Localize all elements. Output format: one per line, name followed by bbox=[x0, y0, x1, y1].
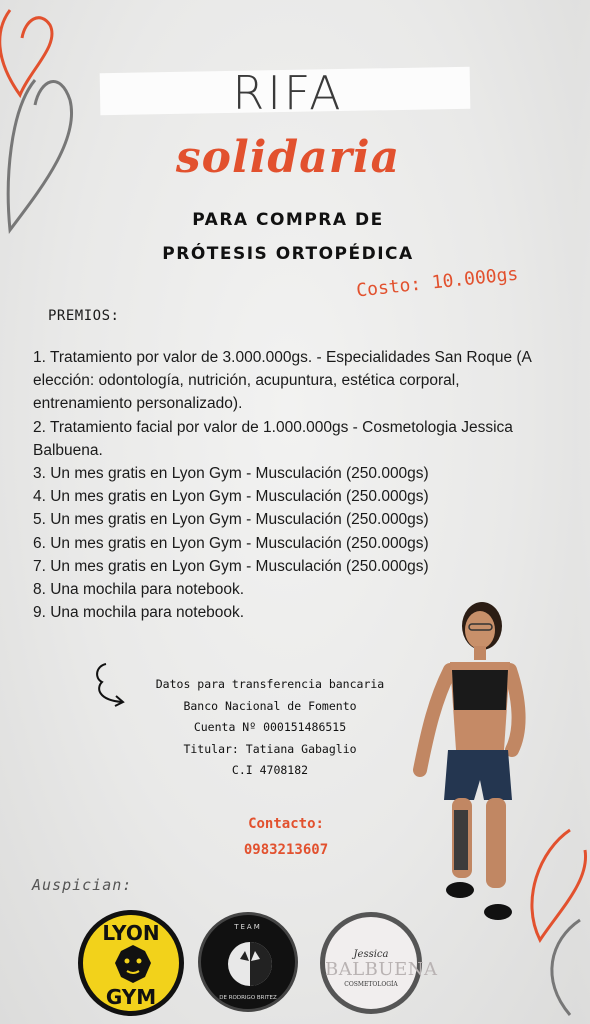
lyon-logo-bottom: GYM bbox=[105, 985, 157, 1009]
bank-line: Cuenta Nº 000151486515 bbox=[193, 720, 347, 734]
list-item: 5. Un mes gratis en Lyon Gym - Musculación (250.000gs) bbox=[33, 511, 429, 529]
cost-label: Costo: 10.000gs bbox=[355, 263, 520, 302]
subtitle-line-1: PARA COMPRA DE bbox=[192, 210, 384, 230]
lyon-gym-logo bbox=[78, 910, 184, 1016]
list-item: 6. Un mes gratis en Lyon Gym - Musculación (250.000gs) bbox=[33, 534, 429, 552]
contact-label: Contacto: bbox=[248, 816, 324, 832]
page-title-script: solidaria bbox=[175, 132, 401, 183]
prizes-list bbox=[33, 346, 533, 624]
bank-line: C.I 4708182 bbox=[231, 763, 309, 777]
wolf-emblem-icon bbox=[225, 939, 275, 989]
lyon-logo-top: LYON bbox=[102, 921, 160, 945]
athlete-photo bbox=[400, 600, 540, 930]
team-logo-top: TEAM bbox=[234, 923, 262, 931]
list-item: 1. Tratamiento por valor de 3.000.000gs. - Especialidades San Roque (A elección: odontología, nutrición, acupuntura, estética corporal, entrenamiento personalizado). bbox=[33, 349, 532, 413]
list-item: 2. Tratamiento facial por valor de 1.000.000gs - Cosmetologia Jessica Balbuena. bbox=[33, 418, 513, 459]
balbuena-cosmetologia-logo bbox=[320, 912, 438, 1014]
list-item: 8. Una mochila para notebook. bbox=[33, 581, 245, 599]
list-item: 7. Un mes gratis en Lyon Gym - Musculación (250.000gs) bbox=[33, 557, 429, 575]
curly-arrow-icon bbox=[92, 660, 132, 710]
list-item: 9. Una mochila para notebook. bbox=[33, 604, 245, 622]
bank-line: Datos para transferencia bancaria bbox=[155, 677, 385, 691]
contact-phone[interactable]: 0983213607 bbox=[243, 842, 329, 858]
bank-line: Titular: Tatiana Gabaglio bbox=[183, 741, 357, 756]
balbuena-script: Jessica bbox=[353, 949, 389, 960]
list-item: 4. Un mes gratis en Lyon Gym - Musculación (250.000gs) bbox=[33, 488, 429, 506]
subtitle-line-2: PRÓTESIS ORTOPÉDICA bbox=[162, 244, 414, 264]
team-logo-bottom: DE RODRIGO BRITEZ bbox=[219, 995, 277, 1001]
list-item: 3. Un mes gratis en Lyon Gym - Musculación (250.000gs) bbox=[33, 465, 429, 483]
page-title: RIFA bbox=[232, 66, 344, 120]
bank-line: Banco Nacional de Fomento bbox=[183, 698, 357, 713]
balbuena-sub: COSMETOLOGÍA bbox=[344, 981, 398, 988]
prizes-heading: PREMIOS: bbox=[48, 308, 120, 324]
lion-icon bbox=[113, 943, 153, 985]
sponsors-heading: Auspician: bbox=[32, 876, 133, 894]
bank-details bbox=[130, 674, 410, 782]
balbuena-name: BALBUENA bbox=[325, 959, 438, 980]
team-rodrigo-britez-logo bbox=[198, 912, 298, 1012]
